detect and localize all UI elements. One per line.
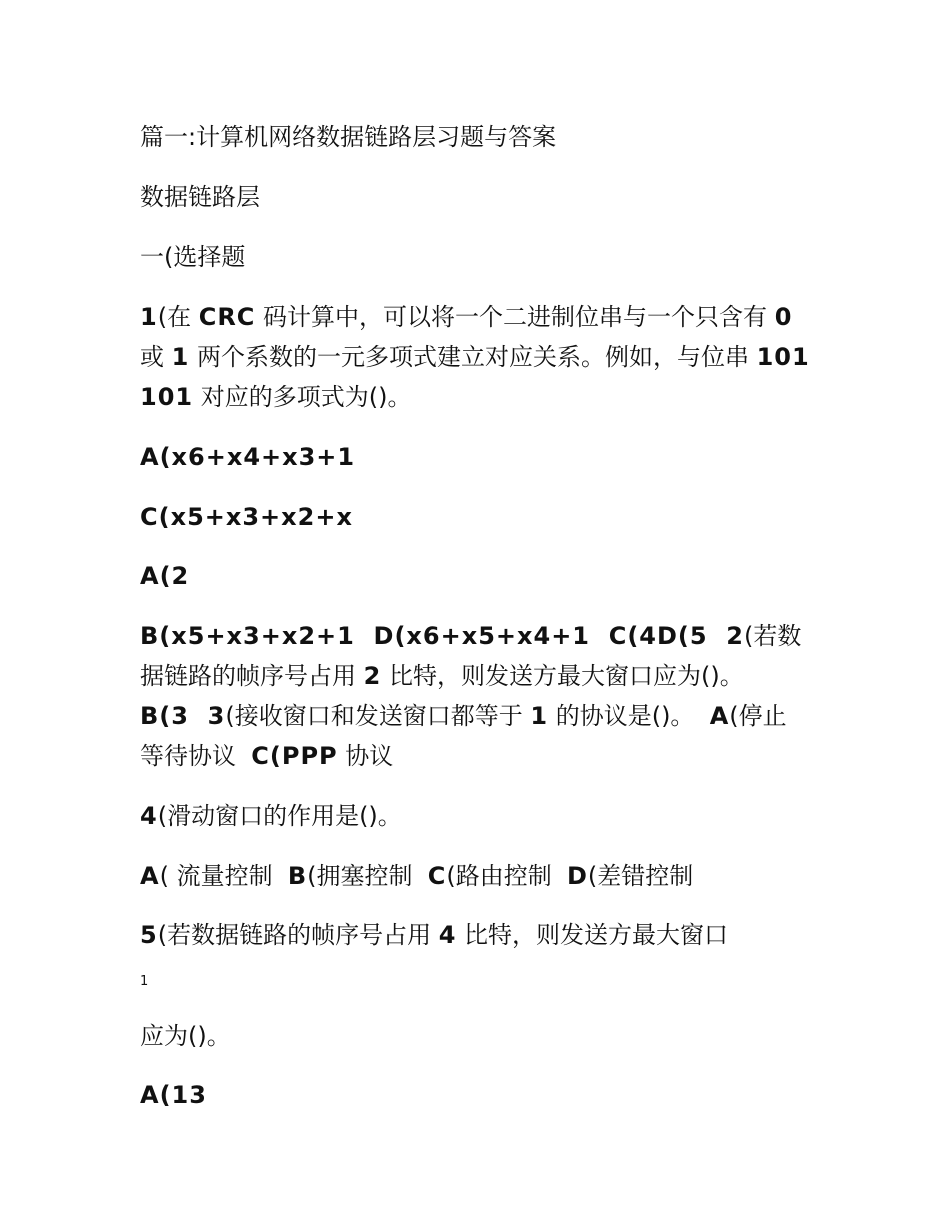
q1-bits: 101101 [140, 343, 810, 411]
subsection-text: 一(选择题 [140, 243, 246, 271]
q1-text-2: 码计算中，可以将一个二进制位串与一个只含有 [255, 303, 775, 331]
q4-opt-b-text: (拥塞控制 [307, 862, 428, 890]
q5-text-2: 比特，则发送方最大窗口 [456, 921, 729, 949]
q1-one: 1 [171, 343, 190, 371]
option-a-2 [140, 556, 810, 596]
block-n2: 2 [363, 662, 382, 690]
title-text: 篇一:计算机网络数据链路层习题与答案 [140, 123, 557, 151]
q4-opt-c-text: (路由控制 [446, 862, 567, 890]
question-5 [140, 915, 810, 955]
q4-opt-b-letter: B [287, 862, 308, 890]
q5-continued-text: 应为()。 [140, 1022, 231, 1050]
q4-opt-a-letter: A [140, 862, 160, 890]
q1-zero: 0 [774, 303, 793, 331]
block-b3: A [709, 702, 730, 730]
q1-text-1: (在 [157, 303, 199, 331]
question-1 [140, 297, 810, 417]
option-a-3-text: A(13 [140, 1081, 207, 1109]
block-n1: 1 [530, 702, 549, 730]
q5-four: 4 [438, 921, 457, 949]
option-c-1-text: C(x5+x3+x2+x [140, 503, 353, 531]
block-t1: (若数据链路的帧序号占用 [140, 622, 802, 690]
block-t6: 协议 [337, 742, 394, 770]
question-5-continued [140, 1016, 810, 1056]
q1-crc: CRC [198, 303, 256, 331]
section-text: 数据链路层 [140, 183, 260, 211]
block-b2: B(3 3 [140, 702, 226, 730]
page-number: 1 [140, 974, 149, 989]
block-b4: C(PPP [251, 742, 338, 770]
question-4 [140, 796, 810, 836]
q4-number: 4 [140, 802, 158, 830]
q1-text-4: 两个系数的一元多项式建立对应关系。例如，与位串 [189, 343, 757, 371]
block-t5: (停止等待协议 [140, 702, 787, 770]
q4-opt-d-text: (差错控制 [587, 862, 694, 890]
q4-text: (滑动窗口的作用是()。 [157, 802, 402, 830]
option-a-2-text: A(2 [140, 562, 190, 590]
option-a-1-text: A(x6+x4+x3+1 [140, 443, 356, 471]
block-t4: 的协议是()。 [548, 702, 710, 730]
q1-text-5: 对应的多项式为()。 [193, 383, 412, 411]
option-a-1 [140, 437, 810, 477]
q1-number: 1 [140, 303, 158, 331]
question-4-options [140, 856, 810, 896]
block-t3: (接收窗口和发送窗口都等于 [225, 702, 531, 730]
section-heading [140, 177, 810, 217]
block-b1: B(x5+x3+x2+1 D(x6+x5+x4+1 C(4D(5 2 [140, 622, 744, 650]
q5-number: 5 [140, 921, 158, 949]
option-a-3 [140, 1075, 810, 1115]
q4-opt-c-letter: C [427, 862, 447, 890]
option-c-1 [140, 497, 810, 537]
subsection-heading [140, 237, 810, 277]
q4-opt-a-text: ( 流量控制 [159, 862, 288, 890]
block-t2: 比特，则发送方最大窗口应为()。 [381, 662, 744, 690]
q4-opt-d-letter: D [567, 862, 588, 890]
q1-text-3: 或 [140, 343, 172, 371]
document-title [140, 117, 810, 157]
q5-text-1: (若数据链路的帧序号占用 [157, 921, 439, 949]
merged-options-block [140, 616, 810, 776]
